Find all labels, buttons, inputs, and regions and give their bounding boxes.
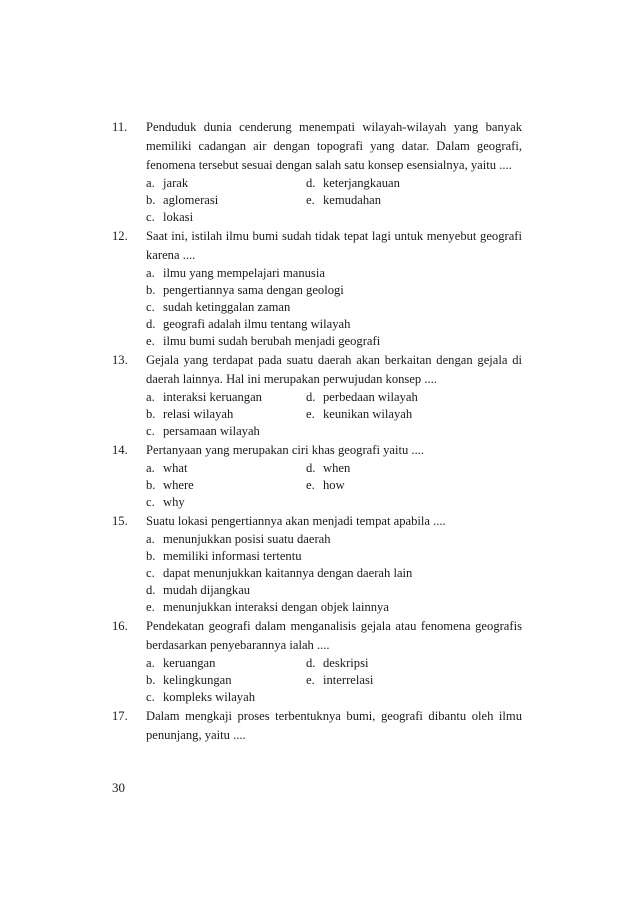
option-d: d. deskripsi — [306, 656, 369, 670]
question-text: Pendekatan geografi dalam menganalisis gejala atau fenomena geografis berdasarkan penyebarannya ialah .... — [146, 619, 522, 652]
option-e: e. ilmu bumi sudah berubah menjadi geografi — [146, 334, 381, 348]
question-text: Pertanyaan yang merupakan ciri khas geografi yaitu .... — [146, 443, 425, 457]
options — [146, 460, 522, 511]
option-e: e. keunikan wilayah — [306, 407, 413, 421]
option-a: a. what — [146, 461, 188, 475]
option-c: c. kompleks wilayah — [146, 690, 255, 704]
question-number: 14. — [112, 443, 128, 457]
option-b: b. pengertiannya sama dengan geologi — [146, 283, 344, 297]
option-a: a. menunjukkan posisi suatu daerah — [146, 532, 331, 546]
question-text: Gejala yang terdapat pada suatu daerah akan berkaitan dengan gejala di daerah lainnya. Hal ini merupakan perwujudan konsep .... — [146, 353, 522, 386]
question-text: Dalam mengkaji proses terbentuknya bumi, geografi dibantu oleh ilmu penunjang, yaitu .... — [146, 709, 522, 742]
question-number: 15. — [112, 514, 128, 528]
question-17 — [112, 707, 522, 745]
options — [146, 175, 522, 226]
question-12 — [112, 227, 522, 350]
option-e: e. kemudahan — [306, 193, 382, 207]
option-e: e. interrelasi — [306, 673, 374, 687]
options — [146, 655, 522, 706]
option-e: e. menunjukkan interaksi dengan objek lainnya — [146, 600, 389, 614]
question-15 — [112, 512, 522, 616]
question-number: 13. — [112, 353, 128, 367]
question-list — [112, 118, 522, 746]
question-text: Suatu lokasi pengertiannya akan menjadi tempat apabila .... — [146, 514, 446, 528]
options — [146, 265, 522, 350]
option-b: b. aglomerasi — [146, 193, 219, 207]
option-c: c. lokasi — [146, 210, 194, 224]
question-number: 16. — [112, 619, 128, 633]
option-c: c. why — [146, 495, 185, 509]
option-a: a. ilmu yang mempelajari manusia — [146, 266, 325, 280]
option-a: a. jarak — [146, 176, 189, 190]
page-number: 30 — [112, 780, 125, 795]
question-text: Saat ini, istilah ilmu bumi sudah tidak tepat lagi untuk menyebut geografi karena .... — [146, 229, 522, 262]
option-e: e. how — [306, 478, 345, 492]
question-number: 11. — [112, 120, 128, 134]
option-a: a. interaksi keruangan — [146, 390, 262, 404]
option-b: b. where — [146, 478, 194, 492]
option-d: d. keterjangkauan — [306, 176, 400, 190]
question-11 — [112, 118, 522, 226]
question-number: 17. — [112, 709, 128, 723]
option-d: d. mudah dijangkau — [146, 583, 251, 597]
question-14 — [112, 441, 522, 511]
option-c: c. persamaan wilayah — [146, 424, 260, 438]
option-c: c. dapat menunjukkan kaitannya dengan daerah lain — [146, 566, 413, 580]
options — [146, 531, 522, 616]
option-b: b. memiliki informasi tertentu — [146, 549, 302, 563]
option-d: d. geografi adalah ilmu tentang wilayah — [146, 317, 351, 331]
option-b: b. kelingkungan — [146, 673, 232, 687]
question-16 — [112, 617, 522, 706]
option-d: d. perbedaan wilayah — [306, 390, 418, 404]
option-b: b. relasi wilayah — [146, 407, 234, 421]
option-c: c. sudah ketinggalan zaman — [146, 300, 291, 314]
options — [146, 389, 522, 440]
question-number: 12. — [112, 229, 128, 243]
option-a: a. keruangan — [146, 656, 216, 670]
question-text: Penduduk dunia cenderung menempati wilayah-wilayah yang banyak memiliki cadangan air dengan topografi yang datar. Dalam geografi, fenomena tersebut sesuai dengan salah satu konsep esensialnya, yaitu .... — [146, 120, 522, 172]
question-13 — [112, 351, 522, 440]
option-d: d. when — [306, 461, 351, 475]
